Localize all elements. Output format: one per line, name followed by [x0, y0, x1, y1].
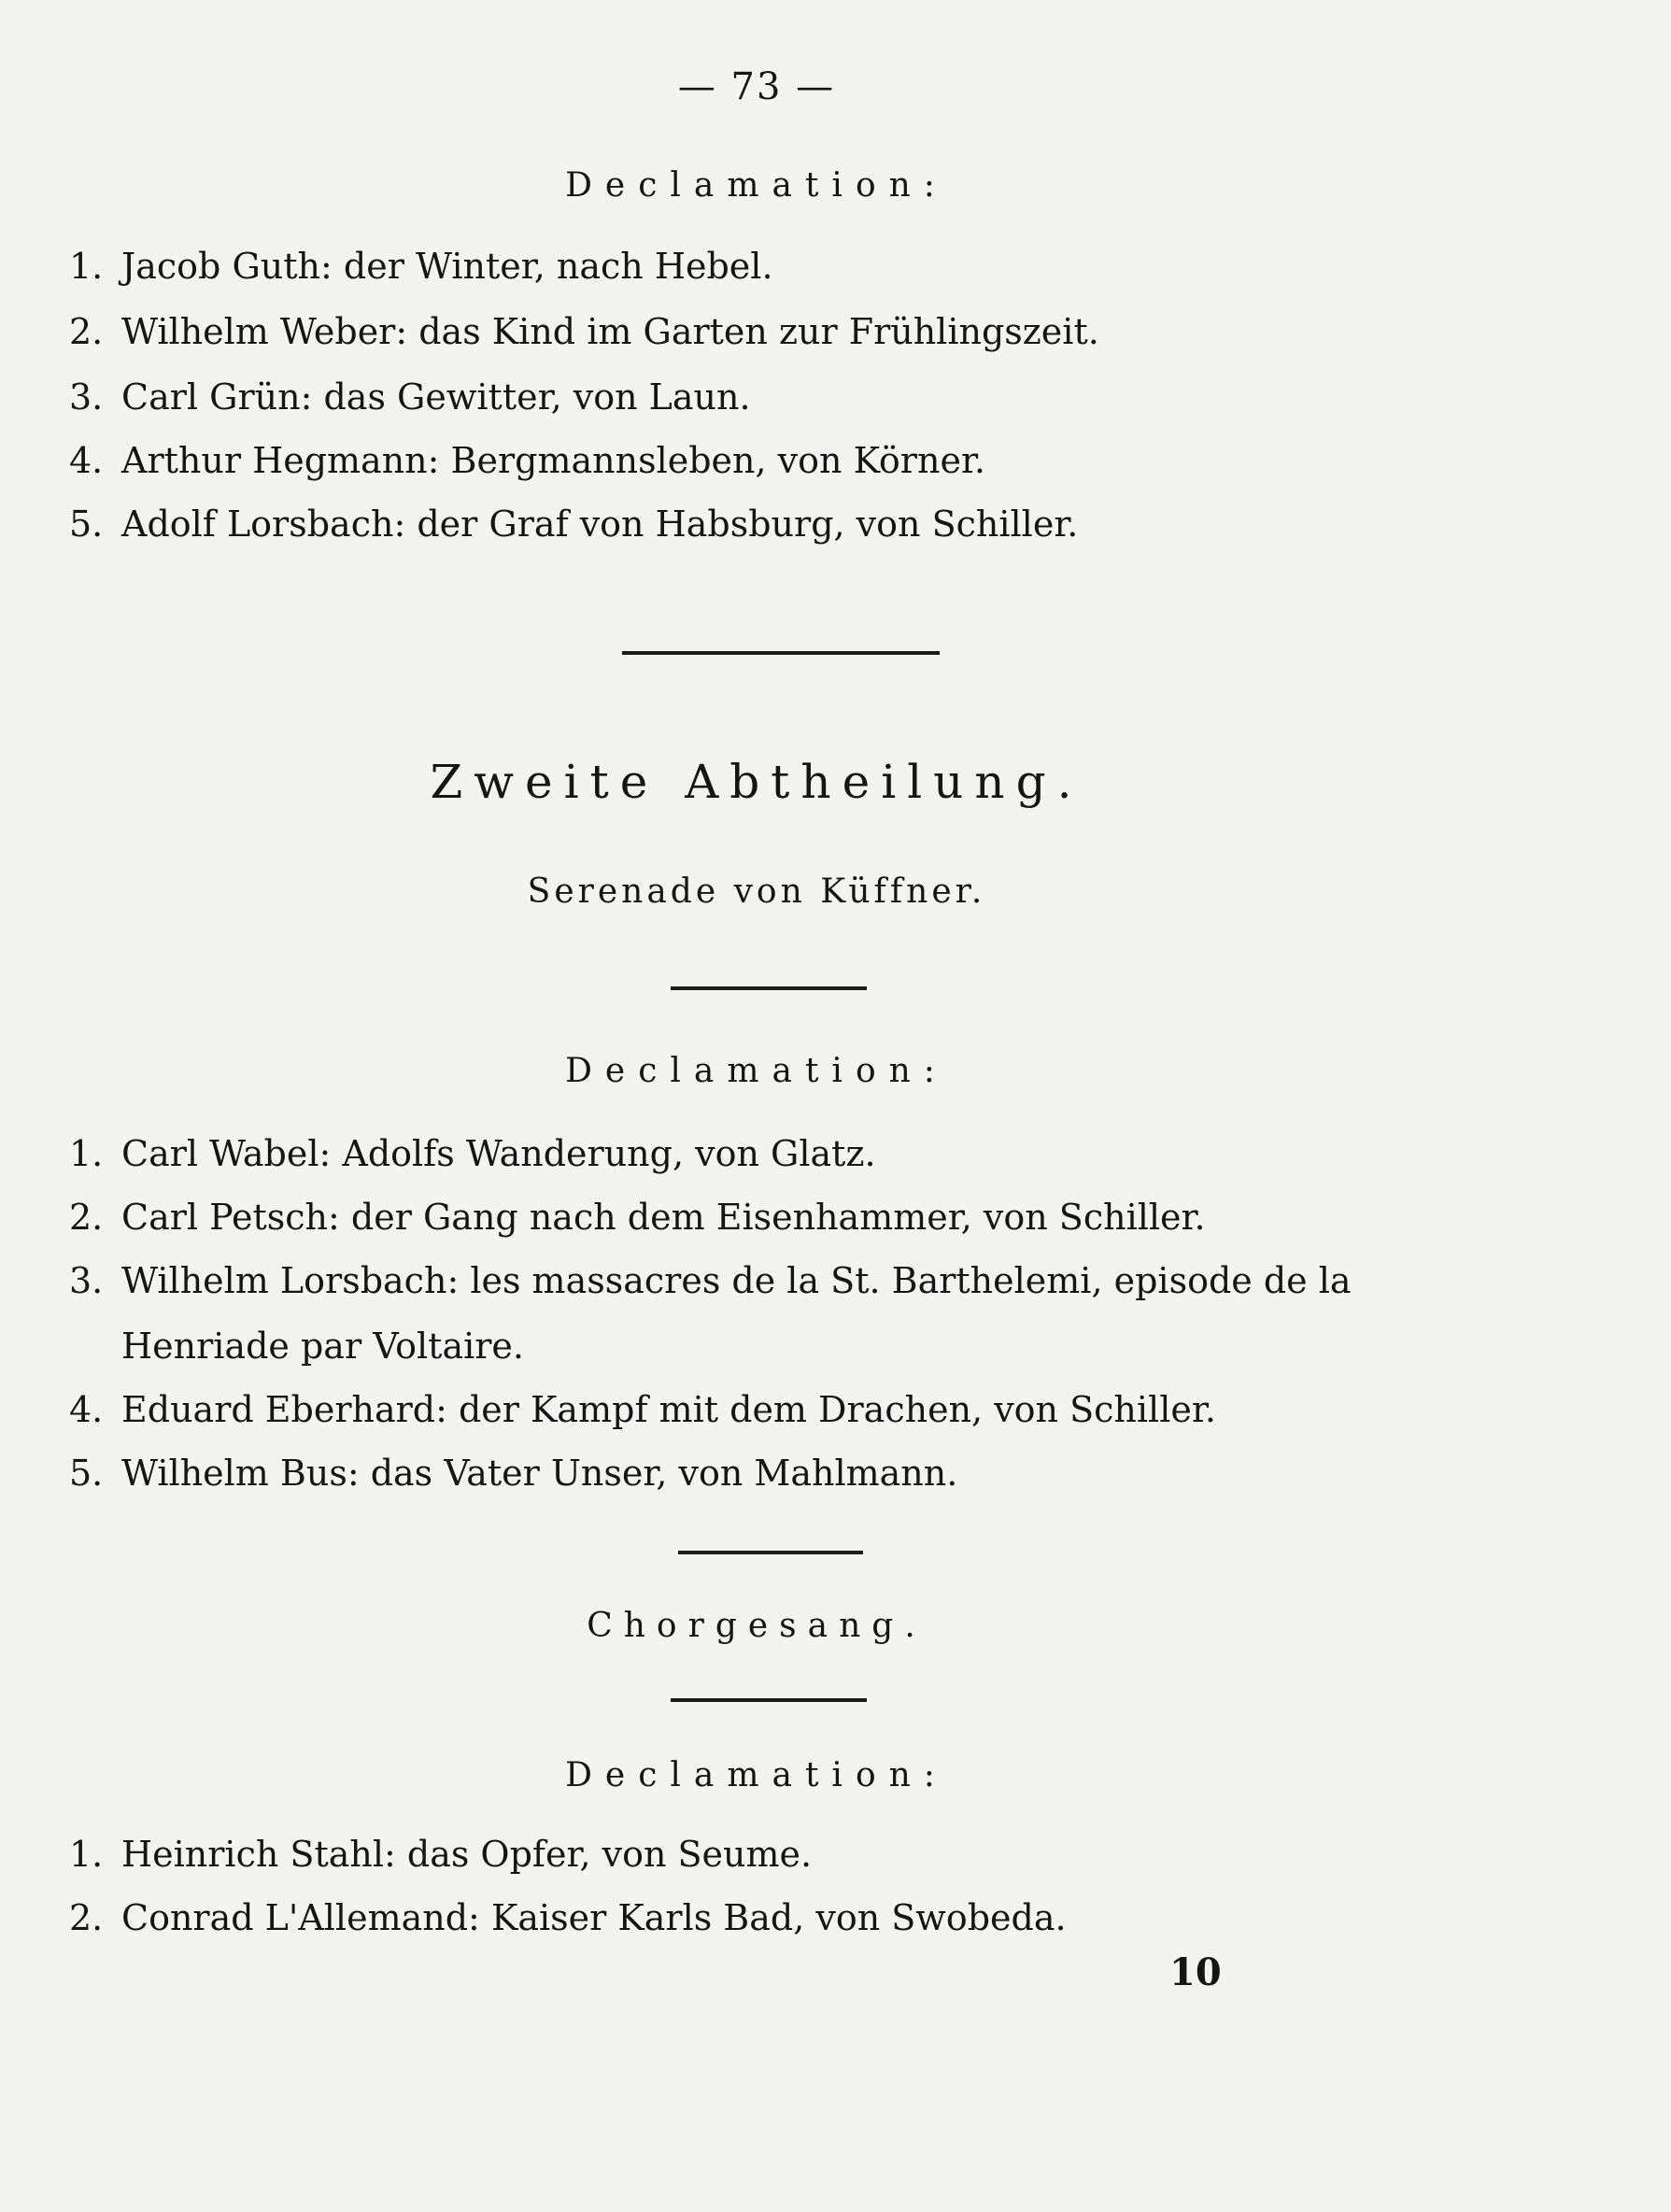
item-number: 5. [69, 1453, 104, 1494]
list-item [69, 1822, 1480, 1887]
section-divider [671, 1698, 867, 1702]
list-item [69, 1121, 1480, 1186]
page-number: — 73 — [677, 65, 836, 108]
list-item [69, 364, 1480, 430]
item-continuation: Henriade par Voltaire. [121, 1326, 524, 1367]
section-divider [671, 986, 867, 990]
list-item [69, 1440, 1480, 1506]
section-title: Zweite Abtheilung. [430, 755, 1083, 809]
item-text: Carl Petsch: der Gang nach dem Eisenhammer, von Schiller. [121, 1197, 1206, 1238]
item-text: Wilhelm Lorsbach: les massacres de la St. Barthelemi, episode de la [121, 1260, 1352, 1301]
list-item [69, 428, 1480, 493]
item-number: 1. [69, 1133, 104, 1174]
item-text: Conrad L'Allemand: Kaiser Karls Bad, von Swobeda. [121, 1897, 1067, 1938]
item-text: Eduard Eberhard: der Kampf mit dem Drachen, von Schiller. [121, 1389, 1216, 1430]
item-text: Arthur Hegmann: Bergmannsleben, von Körner. [121, 440, 986, 481]
item-text: Carl Wabel: Adolfs Wanderung, von Glatz. [121, 1133, 876, 1174]
chorus-title: Chorgesang. [587, 1607, 927, 1645]
item-number: 4. [69, 440, 104, 481]
item-number: 3. [69, 1260, 104, 1301]
list-item [69, 234, 1480, 299]
list-item [69, 1248, 1480, 1379]
item-number: 5. [69, 503, 104, 545]
item-number: 2. [69, 1197, 104, 1238]
section-divider [678, 1551, 863, 1554]
item-number: 1. [69, 1834, 104, 1875]
item-text: Carl Grün: das Gewitter, von Laun. [121, 376, 751, 418]
list-item [69, 299, 1480, 364]
item-number: 4. [69, 1389, 104, 1430]
list-item [69, 1885, 1480, 1950]
section1-heading: Declamation: [565, 166, 948, 205]
signature-mark: 10 [1169, 1950, 1222, 1994]
item-text: Jacob Guth: der Winter, nach Hebel. [121, 246, 773, 287]
item-number: 2. [69, 1897, 104, 1938]
section-subtitle: Serenade von Küffner. [527, 872, 986, 911]
list-item [69, 1377, 1480, 1442]
list-item [69, 491, 1480, 557]
item-text: Wilhelm Bus: das Vater Unser, von Mahlmann. [121, 1453, 958, 1494]
item-text: Heinrich Stahl: das Opfer, von Seume. [121, 1834, 813, 1875]
section3-heading: Declamation: [565, 1756, 948, 1794]
list-item [69, 1184, 1480, 1250]
section2-heading: Declamation: [565, 1052, 948, 1090]
item-number: 3. [69, 376, 104, 418]
section-divider [622, 651, 940, 655]
item-text: Adolf Lorsbach: der Graf von Habsburg, von Schiller. [121, 503, 1079, 545]
item-text: Wilhelm Weber: das Kind im Garten zur Frühlingszeit. [121, 311, 1099, 352]
item-number: 1. [69, 246, 104, 287]
item-number: 2. [69, 311, 104, 352]
